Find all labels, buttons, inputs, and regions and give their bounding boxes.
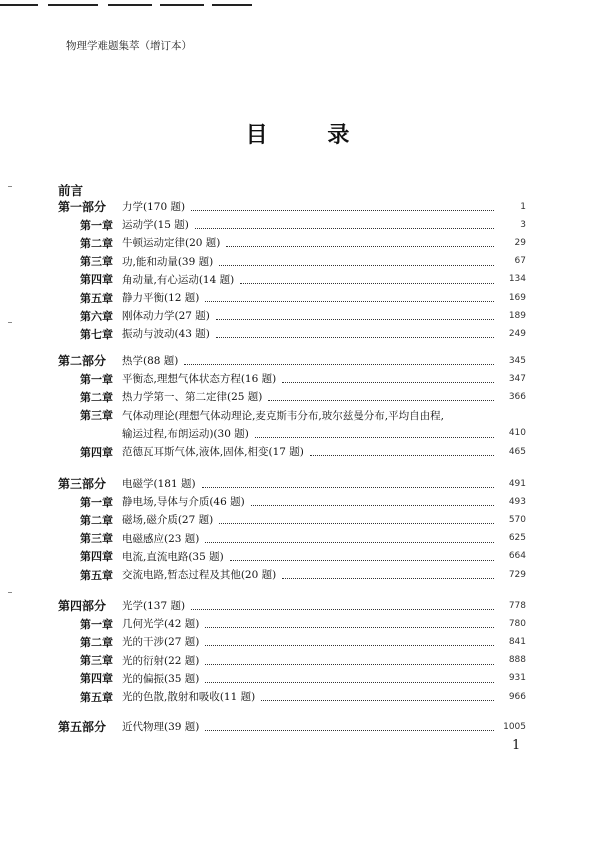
toc-part-2-label: 第二部分: [58, 354, 107, 368]
toc-chapter-1-3-title: 功,能和动量(39 题): [122, 255, 214, 268]
leader-dots: [226, 238, 494, 247]
leader-dots: [282, 570, 494, 579]
toc-chapter-4-5[interactable]: [80, 688, 526, 705]
leader-dots: [205, 637, 494, 646]
toc-chapter-1-5[interactable]: [80, 289, 526, 306]
leader-dots: [205, 674, 494, 683]
toc-chapter-2-4-label: 第四章: [80, 445, 113, 459]
toc-chapter-3-1-title: 静电场,导体与介质(46 题): [122, 496, 245, 509]
toc-chapter-4-2[interactable]: [80, 633, 526, 650]
toc-chapter-4-1[interactable]: [80, 615, 526, 632]
toc-chapter-1-2-title: 牛顿运动定律(20 题): [122, 237, 221, 250]
page-number: 1: [512, 738, 521, 753]
toc-chapter-1-2-page: 29: [514, 237, 526, 248]
leader-dots: [205, 722, 494, 731]
toc-chapter-3-1-page: 493: [508, 496, 526, 507]
toc-chapter-2-1-page: 347: [508, 373, 526, 384]
toc-chapter-4-5-page: 966: [508, 691, 526, 702]
toc-part-5-page: 1005: [503, 721, 526, 732]
toc-chapter-1-1-page: 3: [520, 219, 526, 230]
toc-part-1-page: 1: [520, 201, 526, 212]
toc-chapter-3-5-page: 729: [508, 569, 526, 580]
leader-dots: [205, 293, 494, 302]
toc-chapter-3-4[interactable]: [80, 548, 526, 565]
leader-dots: [191, 601, 494, 610]
toc-chapter-3-2-title: 磁场,磁介质(27 题): [122, 514, 214, 527]
toc-chapter-4-3-label: 第三章: [80, 654, 113, 668]
leader-dots: [205, 534, 494, 543]
toc-chapter-4-1-page: 780: [508, 618, 526, 629]
leader-dots: [240, 275, 494, 284]
leader-dots: [268, 392, 494, 401]
toc-chapter-1-3[interactable]: [80, 253, 526, 270]
toc-chapter-2-3[interactable]: [80, 407, 526, 424]
toc-chapter-3-3-label: 第三章: [80, 532, 113, 546]
toc-chapter-4-3-page: 888: [508, 655, 526, 666]
toc-chapter-4-2-title: 光的干涉(27 题): [122, 636, 200, 649]
leader-dots: [205, 656, 494, 665]
toc-part-4-title: 光学(137 题): [122, 600, 186, 612]
toc-chapter-1-1[interactable]: [80, 216, 526, 233]
toc-chapter-1-7-label: 第七章: [80, 327, 113, 341]
toc-part-1-title: 力学(170 题): [122, 201, 186, 213]
preface-entry[interactable]: 前言: [58, 183, 84, 198]
toc-chapter-1-3-page: 67: [514, 256, 526, 267]
toc-chapter-1-5-label: 第五章: [80, 291, 113, 305]
toc-chapter-2-2-page: 366: [508, 391, 526, 402]
toc-chapter-4-3[interactable]: [80, 652, 526, 669]
toc-chapter-2-2-label: 第二章: [80, 390, 113, 404]
leader-dots: [230, 552, 494, 561]
toc-chapter-4-4[interactable]: [80, 670, 526, 687]
toc-chapter-1-1-title: 运动学(15 题): [122, 219, 189, 232]
leader-dots: [261, 692, 494, 701]
toc-chapter-1-4[interactable]: [80, 271, 526, 288]
toc-chapter-2-3-title: 气体动理论(理想气体动理论,麦克斯韦分布,玻尔兹曼分布,平均自由程,: [122, 409, 444, 422]
toc-chapter-1-6[interactable]: [80, 307, 526, 324]
toc-chapter-3-4-page: 664: [508, 551, 526, 562]
toc-chapter-4-2-label: 第二章: [80, 635, 113, 649]
toc-part-3-label: 第三部分: [58, 477, 107, 491]
toc-chapter-1-6-title: 刚体动力学(27 题): [122, 310, 210, 323]
toc-chapter-4-3-title: 光的衍射(22 题): [122, 654, 200, 667]
toc-chapter-3-2[interactable]: [80, 511, 526, 528]
toc-chapter-4-5-title: 光的色散,散射和吸收(11 题): [122, 691, 256, 703]
toc-chapter-3-1[interactable]: [80, 493, 526, 510]
leader-dots: [195, 220, 494, 229]
leader-dots: [255, 429, 494, 438]
toc-part-3-page: 491: [508, 478, 526, 489]
toc-chapter-2-2[interactable]: [80, 388, 526, 405]
scan-speck: [8, 322, 12, 323]
toc-chapter-1-7-title: 振动与波动(43 题): [122, 328, 210, 341]
toc-chapter-1-2[interactable]: [80, 234, 526, 251]
toc-chapter-1-7-page: 249: [508, 328, 526, 339]
toc-chapter-1-4-title: 角动量,有心运动(14 题): [122, 273, 235, 286]
toc-part-2-page: 345: [508, 355, 526, 366]
toc-chapter-1-3-label: 第三章: [80, 255, 113, 269]
toc-chapter-3-3-title: 电磁感应(23 题): [122, 532, 200, 545]
toc-chapter-2-3-label: 第三章: [80, 409, 113, 423]
toc-chapter-4-2-page: 841: [508, 636, 526, 647]
leader-dots: [282, 374, 494, 383]
toc-chapter-4-4-label: 第四章: [80, 672, 113, 686]
toc-chapter-2-3-title-cont: 输运过程,布朗运动)(30 题): [122, 427, 249, 440]
toc-part-4[interactable]: [58, 597, 526, 614]
toc-chapter-2-1-title: 平衡态,理想气体状态方程(16 题): [122, 373, 277, 386]
toc-part-1-label: 第一部分: [58, 200, 107, 214]
toc-chapter-3-3-page: 625: [508, 533, 526, 544]
page-title: 目 录: [245, 122, 376, 148]
toc-chapter-1-1-label: 第一章: [80, 218, 113, 232]
toc-chapter-1-6-label: 第六章: [80, 309, 113, 323]
toc-chapter-3-4-label: 第四章: [80, 550, 113, 564]
toc-chapter-1-4-page: 134: [508, 274, 526, 285]
toc-part-5[interactable]: [58, 718, 526, 735]
toc-chapter-2-1[interactable]: [80, 370, 526, 387]
leader-dots: [310, 447, 494, 456]
toc-chapter-1-5-title: 静力平衡(12 题): [122, 292, 200, 304]
toc-chapter-2-4-title: 范德瓦耳斯气体,液体,固体,相变(17 题): [122, 446, 304, 458]
scan-speck: [8, 186, 12, 187]
toc-chapter-2-2-title: 热力学第一、第二定律(25 题): [122, 391, 263, 404]
leader-dots: [219, 515, 494, 524]
toc-part-3[interactable]: [58, 475, 526, 492]
toc-chapter-2-3-page: 410: [508, 428, 526, 439]
toc-chapter-2-4-page: 465: [508, 446, 526, 457]
toc-chapter-4-1-label: 第一章: [80, 617, 113, 631]
toc-chapter-1-5-page: 169: [508, 292, 526, 303]
toc-part-1[interactable]: [58, 198, 526, 215]
leader-dots: [202, 479, 494, 488]
scan-speck: [8, 592, 12, 593]
toc-chapter-1-4-label: 第四章: [80, 273, 113, 287]
toc-chapter-3-5[interactable]: [80, 566, 526, 583]
toc-chapter-3-3[interactable]: [80, 530, 526, 547]
toc-chapter-3-2-page: 570: [508, 514, 526, 525]
leader-dots: [251, 497, 494, 506]
toc-part-2-title: 热学(88 题): [122, 355, 179, 367]
toc-part-5-title: 近代物理(39 题): [122, 721, 200, 733]
toc-chapter-4-1-title: 几何光学(42 题): [122, 618, 200, 631]
leader-dots: [184, 356, 494, 365]
toc-chapter-1-6-page: 189: [508, 310, 526, 321]
leader-dots: [191, 202, 494, 211]
toc-part-5-label: 第五部分: [58, 720, 107, 734]
leader-dots: [205, 619, 494, 628]
toc-chapter-1-2-label: 第二章: [80, 236, 113, 250]
toc-chapter-4-5-label: 第五章: [80, 690, 113, 704]
leader-dots: [216, 329, 494, 338]
leader-dots: [219, 257, 494, 266]
toc-chapter-1-7[interactable]: [80, 325, 526, 342]
toc-chapter-3-5-label: 第五章: [80, 568, 113, 582]
toc-chapter-3-4-title: 电流,直流电路(35 题): [122, 550, 224, 563]
toc-chapter-3-2-label: 第二章: [80, 513, 113, 527]
toc-chapter-2-1-label: 第一章: [80, 372, 113, 386]
toc-chapter-4-4-page: 931: [508, 673, 526, 684]
toc-chapter-3-5-title: 交流电路,暂态过程及其他(20 题): [122, 569, 277, 581]
toc-part-4-page: 778: [508, 600, 526, 611]
toc-part-3-title: 电磁学(181 题): [122, 478, 196, 490]
toc-chapter-4-4-title: 光的偏振(35 题): [122, 672, 200, 685]
leader-dots: [216, 311, 494, 320]
running-header: 物理学难题集萃（增订本）: [66, 40, 192, 52]
toc-chapter-2-4[interactable]: [80, 443, 526, 460]
toc-chapter-2-3-cont[interactable]: [80, 425, 526, 442]
toc-chapter-3-1-label: 第一章: [80, 495, 113, 509]
toc-part-2[interactable]: [58, 352, 526, 369]
toc-part-4-label: 第四部分: [58, 599, 107, 613]
